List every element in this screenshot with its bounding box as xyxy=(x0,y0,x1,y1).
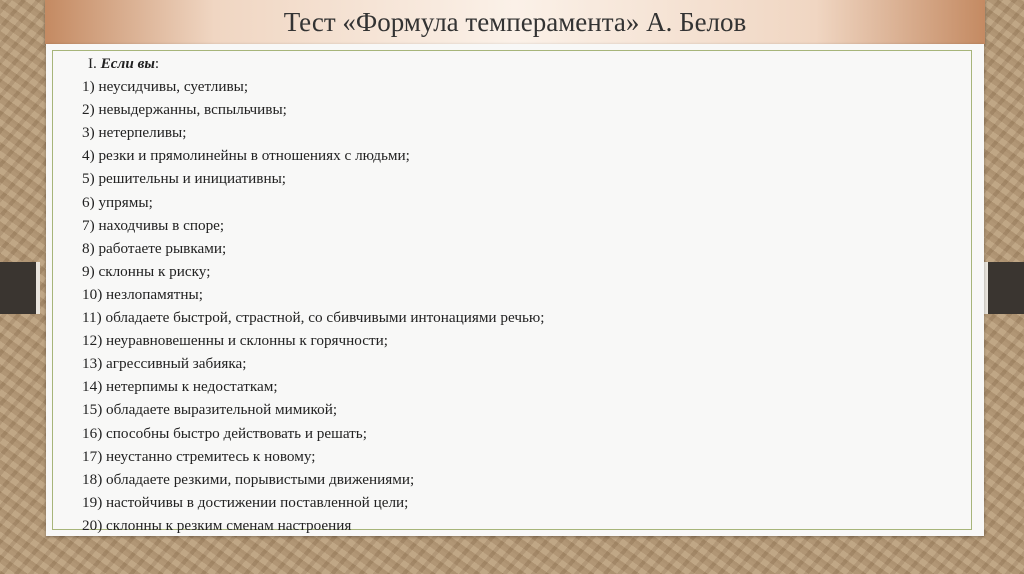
section-numeral: I. xyxy=(88,55,97,72)
list-item: 7) находчивы в споре; xyxy=(82,216,225,234)
list-item: 4) резки и прямолинейны в отношениях с людьми; xyxy=(82,147,410,165)
list-item: 1) неусидчивы, суетливы; xyxy=(82,78,249,96)
list-item: 15) обладаете выразительной мимикой; xyxy=(82,401,338,419)
list-item: 2) невыдержанны, вспыльчивы; xyxy=(82,101,287,119)
list-item: 9) склонны к риску; xyxy=(82,262,211,280)
content-panel xyxy=(46,44,984,536)
right-side-tab xyxy=(984,262,1024,314)
section-heading xyxy=(82,52,544,75)
page-title: Тест «Формула темперамента» А. Белов xyxy=(283,6,747,37)
list-item: 11) обладаете быстрой, страстной, со сбивчивыми интонациями речью; xyxy=(82,309,545,327)
question-list xyxy=(82,52,544,537)
list-item: 12) неуравновешенны и склонны к горячности; xyxy=(82,332,389,350)
title-banner xyxy=(45,0,985,44)
list-item: 16) способны быстро действовать и решать; xyxy=(82,424,367,442)
list-item: 10) незлопамятны; xyxy=(82,285,203,303)
section-heading-suffix: : xyxy=(154,55,160,72)
list-item: 5) решительны и инициативны; xyxy=(82,170,287,188)
section-heading-text: Если вы xyxy=(100,55,155,72)
list-item: 17) неустанно стремитесь к новому; xyxy=(82,447,316,465)
left-side-tab xyxy=(0,262,40,314)
list-item: 13) агрессивный забияка; xyxy=(82,355,247,373)
list-item: 3) нетерпеливы; xyxy=(82,124,187,142)
list-item: 19) настойчивы в достижении поставленной цели; xyxy=(82,493,409,511)
list-item: 20) склонны к резким сменам настроения xyxy=(82,516,352,534)
list-item: 6) упрямы; xyxy=(82,193,153,211)
list-item: 18) обладаете резкими, порывистыми движениями; xyxy=(82,470,415,488)
list-item: 8) работаете рывками; xyxy=(82,239,227,257)
list-item: 14) нетерпимы к недостаткам; xyxy=(82,378,278,396)
